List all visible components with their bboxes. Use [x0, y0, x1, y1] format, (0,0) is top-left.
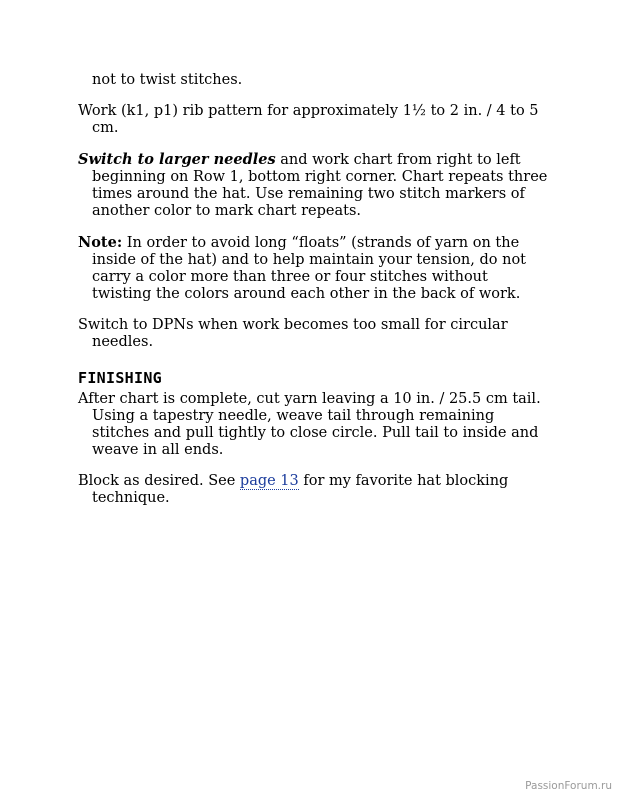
- document-page: [78, 72, 548, 521]
- paragraph-blocking: [78, 473, 548, 507]
- paragraph-text: Block as desired. See: [78, 473, 240, 489]
- paragraph-continued: [78, 72, 548, 89]
- section-heading-finishing: FINISHING: [78, 369, 162, 387]
- paragraph-text: Work (k1, p1) rib pattern for approximately 1½ to 2 in. / 4 to 5 cm.: [78, 103, 539, 136]
- page-link[interactable]: page 13: [239, 473, 299, 489]
- paragraph-rib-pattern: [78, 103, 548, 137]
- paragraph-text: After chart is complete, cut yarn leaving a 10 in. / 25.5 cm tail. Using a tapestry needle, weave tail through remaining stitches and pull tightly to close circle. Pull tail to inside and weave in all ends.: [78, 391, 541, 458]
- paragraph-lead: Switch to larger needles: [78, 151, 276, 168]
- paragraph-switch-needles: [78, 151, 548, 220]
- paragraph-text: for my favorite hat blocking technique.: [92, 473, 509, 506]
- paragraph-text: Switch to DPNs when work becomes too small for circular needles.: [78, 317, 508, 350]
- paragraph-lead: Note:: [78, 234, 123, 251]
- paragraph-text: not to twist stitches.: [92, 72, 243, 88]
- paragraph-text: and work chart from right to left beginning on Row 1, bottom right corner. Chart repeats three times around the hat. Use remaining two stitch markers of another color to mark chart repeats.: [92, 152, 548, 219]
- paragraph-finishing: [78, 391, 548, 459]
- paragraph-text: In order to avoid long “floats” (strands of yarn on the inside of the hat) and to help maintain your tension, do not carry a color more than three or four stitches without twisting the colors around each other in the back of work.: [92, 235, 527, 302]
- watermark-text: PassionForum.ru: [525, 780, 612, 792]
- paragraph-dpns: [78, 317, 548, 351]
- paragraph-note: [78, 234, 548, 303]
